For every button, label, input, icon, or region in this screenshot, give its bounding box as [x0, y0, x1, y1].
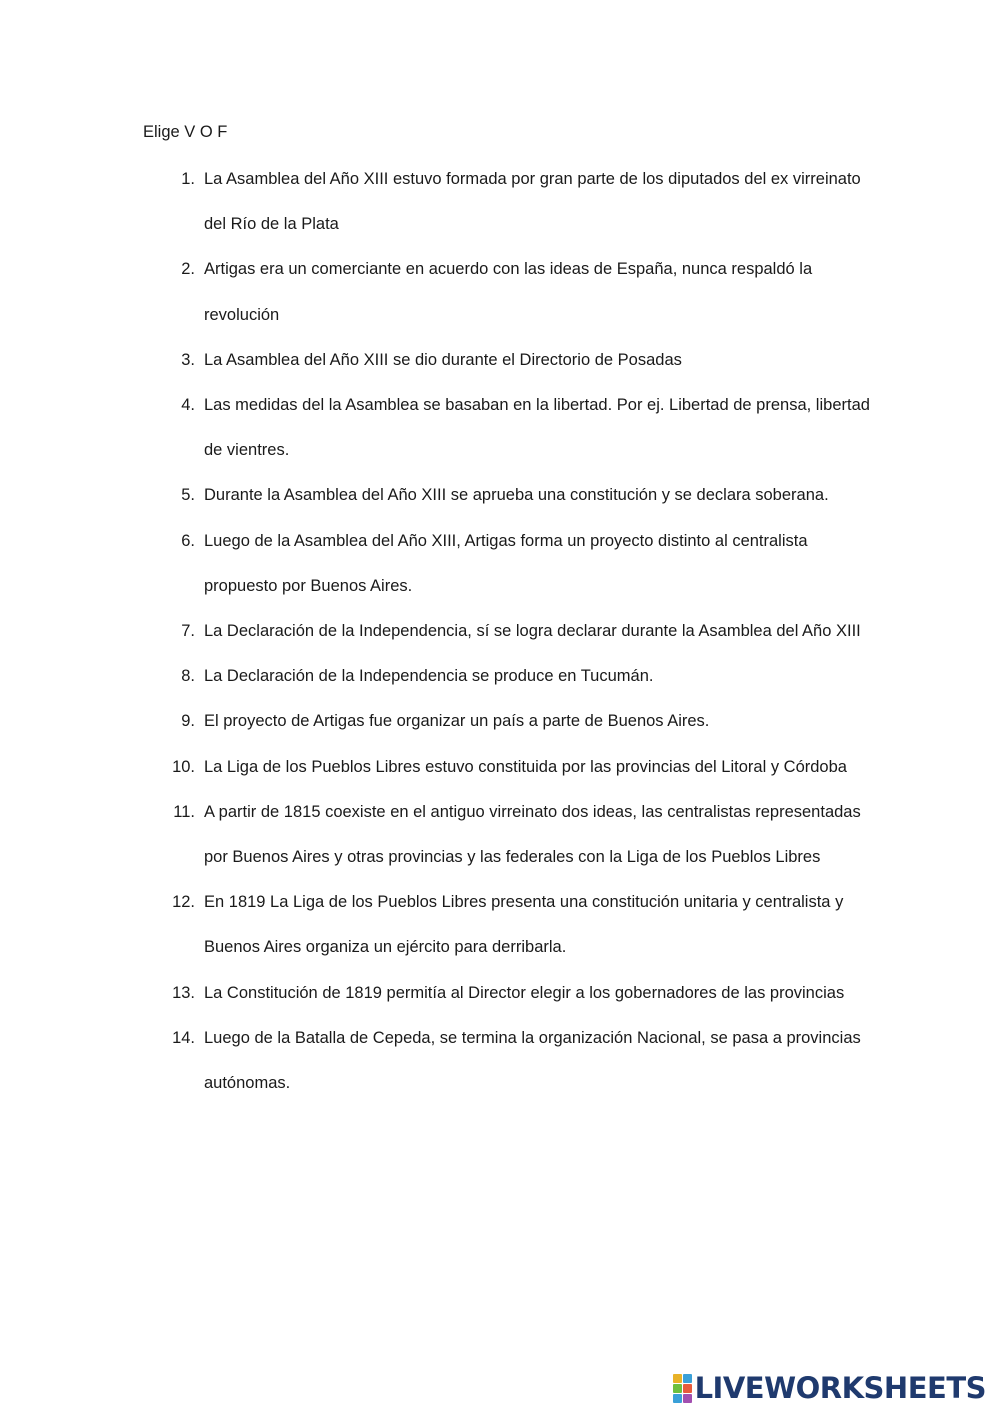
question-text: La Liga de los Pueblos Libres estuvo constituida por las provincias del Litoral y Córdoba: [204, 757, 847, 776]
question-text: Luego de la Asamblea del Año XIII, Artigas forma un proyecto distinto al centralista propuesto por Buenos Aires.: [204, 531, 808, 595]
question-text: La Declaración de la Independencia se produce en Tucumán.: [204, 667, 654, 686]
question-number: 12.: [172, 893, 195, 912]
question-item: [143, 790, 873, 880]
question-text: Artigas era un comerciante en acuerdo con las ideas de España, nunca respaldó la revolución: [204, 260, 813, 324]
question-text: Las medidas del la Asamblea se basaban en la libertad. Por ej. Libertad de prensa, libertad de vientres.: [204, 396, 870, 460]
logo-mark-square: [683, 1374, 692, 1383]
question-number: 3.: [181, 350, 195, 369]
question-item: [143, 880, 873, 970]
question-item: [143, 971, 873, 1016]
liveworksheets-logo[interactable]: [673, 1370, 986, 1406]
question-item: [143, 654, 873, 699]
question-number: 4.: [181, 396, 195, 415]
question-text: La Declaración de la Independencia, sí se logra declarar durante la Asamblea del Año XIII: [204, 622, 861, 641]
worksheet-title: Elige V O F: [143, 123, 228, 141]
question-item: [143, 1016, 873, 1106]
question-number: 9.: [181, 712, 195, 731]
question-item: [143, 338, 873, 383]
question-text: La Constitución de 1819 permitía al Director elegir a los gobernadores de las provincias: [204, 983, 845, 1002]
question-number: 10.: [172, 757, 195, 776]
question-item: [143, 609, 873, 654]
question-list: [143, 157, 873, 1106]
liveworksheets-logo-icon: [673, 1374, 692, 1403]
logo-mark-square: [673, 1394, 682, 1403]
question-text: Luego de la Batalla de Cepeda, se termina la organización Nacional, se pasa a provincias autónomas.: [204, 1028, 861, 1093]
question-number: 7.: [181, 622, 195, 641]
question-item: [143, 745, 873, 790]
logo-mark-square: [673, 1374, 682, 1383]
question-item: [143, 519, 873, 609]
question-item: [143, 699, 873, 744]
logo-mark-square: [683, 1384, 692, 1393]
question-number: 13.: [172, 983, 195, 1002]
question-number: 11.: [173, 802, 195, 821]
question-number: 6.: [181, 531, 195, 550]
question-item: [143, 383, 873, 473]
question-item: [143, 157, 873, 247]
question-number: 1.: [181, 170, 195, 188]
question-text: El proyecto de Artigas fue organizar un país a parte de Buenos Aires.: [204, 712, 710, 731]
question-item: [143, 473, 873, 518]
question-text: A partir de 1815 coexiste en el antiguo virreinato dos ideas, las centralistas representadas por Buenos Aires y otras provincias y las federales con la Liga de los Pueblos Libres: [204, 802, 861, 867]
question-item: [143, 247, 873, 337]
question-number: 14.: [172, 1028, 195, 1047]
question-number: 8.: [181, 667, 195, 686]
question-text: Durante la Asamblea del Año XIII se aprueba una constitución y se declara soberana.: [204, 486, 829, 505]
question-number: 2.: [181, 260, 195, 279]
logo-text: LIVEWORKSHEETS: [694, 1371, 986, 1405]
question-text: La Asamblea del Año XIII estuvo formada por gran parte de los diputados del ex virreinato del Río de la Plata: [204, 170, 861, 234]
question-text: En 1819 La Liga de los Pueblos Libres presenta una constitución unitaria y centralista y Buenos Aires organiza un ejército para derribarla.: [204, 893, 844, 957]
logo-mark-square: [673, 1384, 682, 1393]
logo-mark-square: [683, 1394, 692, 1403]
question-text: La Asamblea del Año XIII se dio durante el Directorio de Posadas: [204, 350, 682, 369]
question-number: 5.: [181, 486, 195, 505]
